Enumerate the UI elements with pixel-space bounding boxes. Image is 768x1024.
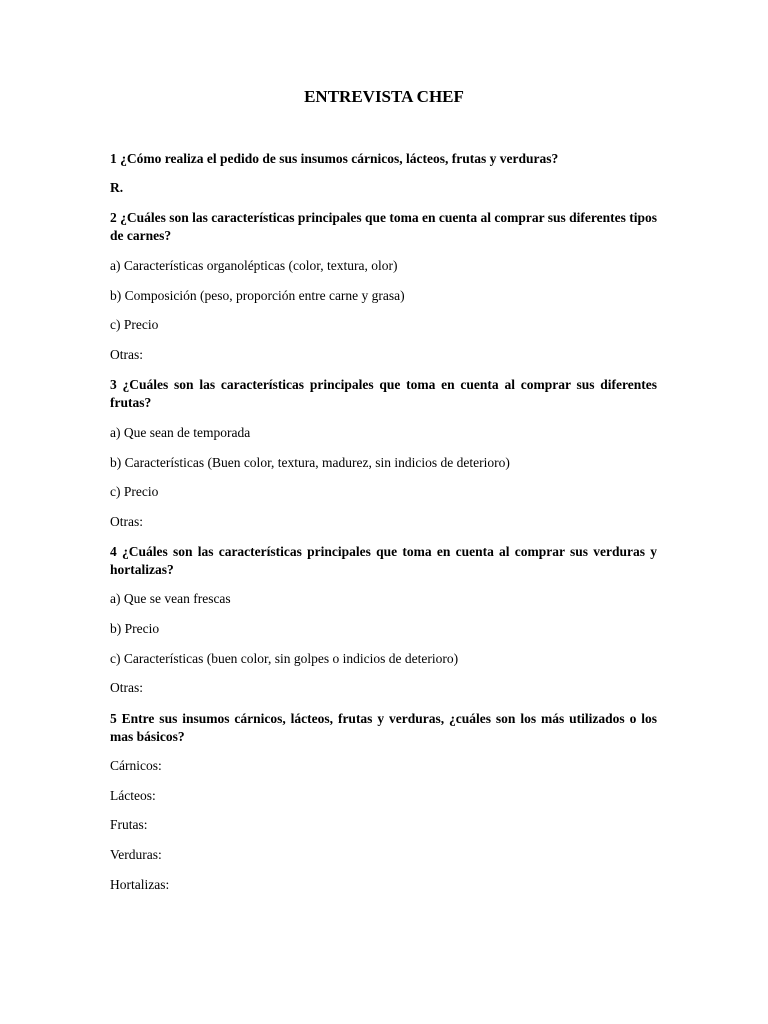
q3-option-c: c) Precio [110, 484, 159, 499]
q4-option-c: c) Características (buen color, sin golpes o indicios de deterioro) [110, 651, 459, 666]
q2-option-a: a) Características organolépticas (color, textura, olor) [110, 258, 398, 273]
q5-carnicos: Cárnicos: [110, 758, 162, 773]
q5-frutas: Frutas: [110, 817, 148, 832]
q2-option-b: b) Composición (peso, proporción entre carne y grasa) [110, 288, 405, 303]
question-2: 2 ¿Cuáles son las características principales que toma en cuenta al comprar sus diferentes tipos de carnes? [110, 210, 657, 243]
document-title: ENTREVISTA CHEF [304, 87, 464, 106]
q2-other: Otras: [110, 347, 143, 362]
q3-other: Otras: [110, 514, 143, 529]
q3-option-b: b) Características (Buen color, textura, madurez, sin indicios de deterioro) [110, 455, 510, 470]
q4-option-a: a) Que se vean frescas [110, 591, 231, 606]
question-3: 3 ¿Cuáles son las características principales que toma en cuenta al comprar sus diferentes frutas? [110, 377, 657, 410]
q5-hortalizas: Hortalizas: [110, 877, 170, 892]
q4-other: Otras: [110, 680, 143, 695]
q4-option-b: b) Precio [110, 621, 160, 636]
question-1: 1 ¿Cómo realiza el pedido de sus insumos cárnicos, lácteos, frutas y verduras? [110, 151, 559, 166]
q5-lacteos: Lácteos: [110, 788, 156, 803]
q3-option-a: a) Que sean de temporada [110, 425, 251, 440]
answer-r: R. [110, 180, 124, 195]
q2-option-c: c) Precio [110, 317, 159, 332]
question-4: 4 ¿Cuáles son las características principales que toma en cuenta al comprar sus verduras y hortalizas? [110, 544, 657, 577]
q5-verduras: Verduras: [110, 847, 162, 862]
question-5: 5 Entre sus insumos cárnicos, lácteos, frutas y verduras, ¿cuáles son los más utilizados o los mas básicos? [110, 711, 657, 744]
